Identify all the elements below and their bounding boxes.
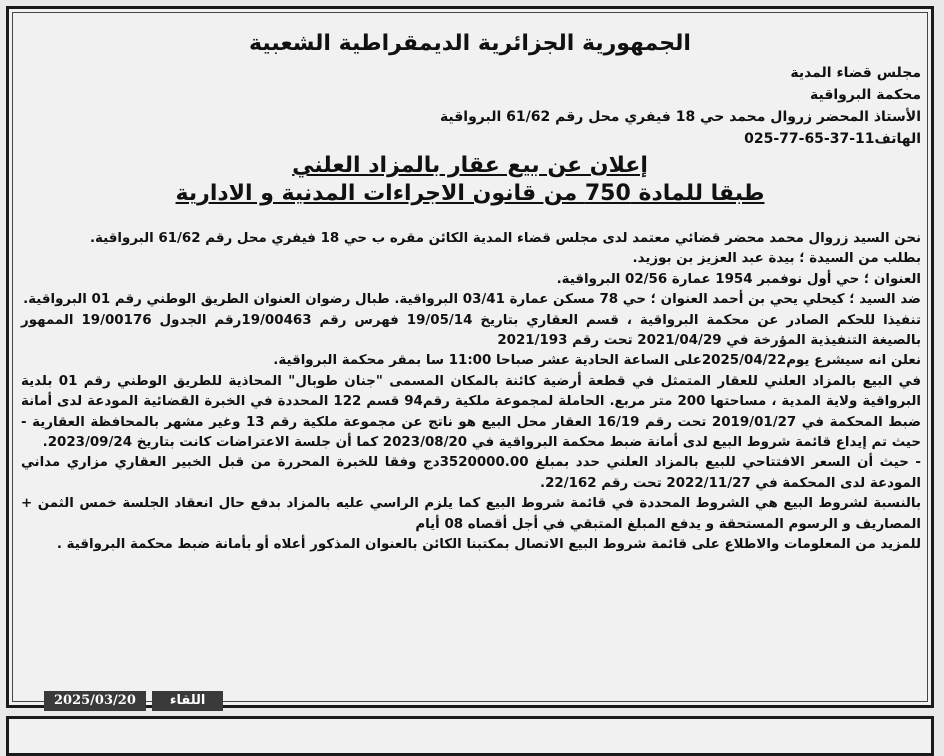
publication-footer <box>44 691 223 711</box>
announcement-subtitle: طبقا للمادة 750 من قانون الاجراءات المدنية و الادارية <box>175 181 765 206</box>
paragraph-property: في البيع بالمزاد العلني للعقار المتمثل في قطعة أرضية كائنة بالمكان المسمى "جنان طوبال" المحاذية للطريق الوطني رقم 01 بلدية البرواقية ولاية المدية ، مساحتها 200 متر مربع. الحاملة لمجموعة ملكية رقم94 قسم 122 المحددة في الخبرة القضائية المودعة لدى أمانة ضبط المحكمة في 2019/01/27 تحت رقم 16/19 العقار محل البيع هو ناتج عن مجموعة ملكية رقم 13 وغير مشهر بالمحافظة العقارية - حيث تم إيداع قائمة شروط البيع لدى أمانة ضبط محكمة البرواقية في 2023/08/20 كما أن جلسة الاعتراضات كانت بتاريخ 2023/09/24. <box>21 373 922 451</box>
paragraph-sale-conditions: بالنسبة لشروط البيع هي الشروط المحددة في قائمة شروط البيع كما يلزم الراسي عليه بالمزاد بدفع حال انعقاد الجلسة خمس الثمن + المصاريف و الرسوم المستحقة و يدفع المبلغ المتبقي في أجل أقصاه 08 أيام <box>21 496 921 532</box>
paragraph-requester: بطلب من السيدة ؛ بيدة عبد العزيز بن بوزيد. <box>632 251 921 267</box>
announcement-frame <box>6 6 934 708</box>
paragraph-defendants: ضد السيد ؛ كيحلي يحي بن أحمد العنوان ؛ حي 78 مسكن عمارة 03/41 البرواقية. طبال رضوان العنوان الطريق الوطني رقم 01 البرواقية. <box>23 292 921 308</box>
paragraph-requester-address: العنوان ؛ حي أول نوفمبر 1954 عمارة 02/56 البرواقية. <box>556 271 921 287</box>
newspaper-name: اللقاء <box>152 691 224 711</box>
next-announcement-frame <box>6 716 934 756</box>
republic-title: الجمهورية الجزائرية الديمقراطية الشعبية <box>249 31 691 56</box>
announcement-title: إعلان عن بيع عقار بالمزاد العلني <box>292 153 648 178</box>
court-name: محكمة البرواقية <box>809 87 921 103</box>
paragraph-opening-price: - حيث أن السعر الافتتاحي للبيع بالمزاد العلني حدد بمبلغ 3520000.00دج وفقا للخبرة المحررة من قبل الخبير العقاري مزاري مداني المودعة لدى المحكمة في 2022/11/27 تحت رقم 22/162. <box>21 455 921 491</box>
council-name: مجلس قضاء المدية <box>790 65 921 81</box>
bailiff-phone: الهاتف11-37-65-77-025 <box>744 131 921 147</box>
announcement-body <box>21 229 921 556</box>
bailiff-address: الأستاذ المحضر زروال محمد حي 18 فيفري محل رقم 61/62 البرواقية <box>439 109 921 125</box>
paragraph-judgment: تنفيذا للحكم الصادر عن محكمة البرواقية ، قسم العقاري بتاريخ 19/05/14 فهرس رقم 19/00463رقم الجدول 19/00176 الممهور بالصيغة التنفيذية المؤرخة في 2021/04/29 تحت رقم 2021/193 <box>21 312 922 349</box>
paragraph-sale-date: نعلن انه سيشرع يوم2025/04/22على الساعة الحادية عشر صباحا 11:00 سا بمقر محكمة البرواقية. <box>273 353 921 369</box>
publication-date: 2025/03/20 <box>44 691 146 711</box>
paragraph-more-info: للمزيد من المعلومات والاطلاع على قائمة شروط البيع الاتصال بمكتبنا الكائن بالعنوان المذكور أعلاه أو بأمانة ضبط محكمة البرواقية . <box>56 537 921 553</box>
paragraph-bailiff-intro: نحن السيد زروال محمد محضر قضائي معتمد لدى مجلس قضاء المدية الكائن مقره ب حي 18 فيفري محل رقم 61/62 البرواقية. <box>89 231 921 246</box>
